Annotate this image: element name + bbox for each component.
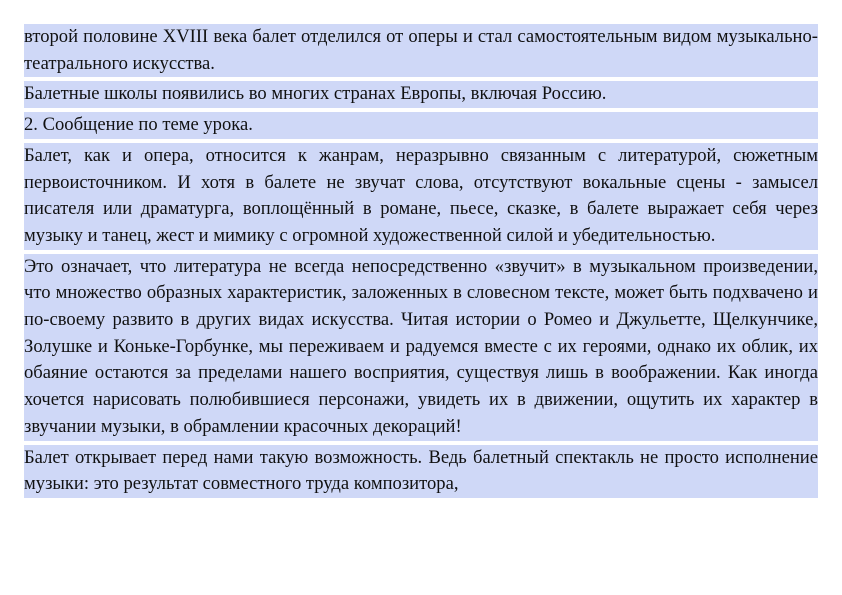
paragraph-section-heading: 2. Сообщение по теме урока. bbox=[24, 112, 818, 139]
paragraph-intro-ending: второй половине XVIII века балет отделился от оперы и стал самостоятельным видом музыкально-театрального искусства. bbox=[24, 24, 818, 77]
text-block bbox=[24, 24, 818, 498]
paragraph-ballet-opportunity: Балет открывает перед нами такую возможность. Ведь балетный спектакль не просто исполнение музыки: это результат совместного труда композитора, bbox=[24, 445, 818, 498]
paragraph-literature-meaning: Это означает, что литература не всегда непосредственно «звучит» в музыкальном произведении, что множество образных характеристик, заложенных в словесном тексте, может быть подхвачено и по-своему развито в других видах искусства. Читая истории о Ромео и Джульетте, Щелкунчике, Золушке и Коньке-Горбунке, мы переживаем и радуемся вместе с их героями, однако их облик, их обаяние остаются за пределами нашего восприятия, существуя лишь в воображении. Как иногда хочется нарисовать полюбившиеся персонажи, увидеть их в движении, ощутить их характер в звучании музыки, в обрамлении красочных декораций! bbox=[24, 254, 818, 441]
paragraph-ballet-literature: Балет, как и опера, относится к жанрам, неразрывно связанным с литературой, сюжетным первоисточником. И хотя в балете не звучат слова, отсутствуют вокальные сцены - замысел писателя или драматурга, воплощённый в романе, пьесе, сказке, в балете выражает себя через музыку и танец, жест и мимику с огромной художественной силой и убедительностью. bbox=[24, 143, 818, 250]
paragraph-ballet-schools: Балетные школы появились во многих странах Европы, включая Россию. bbox=[24, 81, 818, 108]
